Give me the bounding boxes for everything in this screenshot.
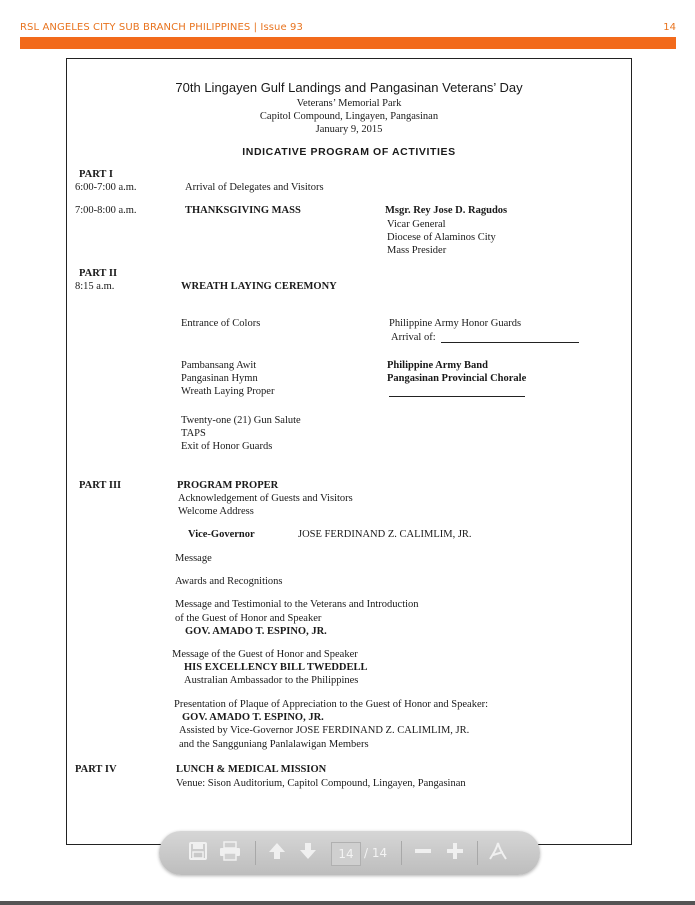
zoom-in-icon[interactable] — [443, 841, 467, 865]
part1-activity2: THANKSGIVING MASS — [185, 205, 301, 216]
wreath-laying-proper: Wreath Laying Proper — [181, 386, 275, 397]
toolbar-divider — [255, 841, 256, 865]
awards: Awards and Recognitions — [175, 576, 283, 587]
acknowledgement: Acknowledgement of Guests and Visitors — [178, 493, 353, 504]
doc-venue: Veterans’ Memorial Park — [296, 98, 402, 109]
print-icon[interactable] — [218, 841, 242, 865]
doc-heading: INDICATIVE PROGRAM OF ACTIVITIES — [242, 146, 456, 158]
arrival-of: Arrival of: — [391, 332, 436, 343]
save-icon[interactable] — [186, 841, 210, 865]
page-header — [20, 20, 676, 36]
part1-activity1: Arrival of Delegates and Visitors — [185, 182, 324, 193]
acrobat-icon[interactable] — [486, 841, 510, 865]
testimonial-line1: Message and Testimonial to the Veterans and Introduction — [175, 599, 419, 610]
page-number-input[interactable]: 14 — [331, 842, 361, 866]
vice-governor-label: Vice-Governor — [188, 529, 255, 540]
welcome-address: Welcome Address — [178, 506, 254, 517]
doc-date: January 9, 2015 — [315, 124, 383, 135]
gun-salute: Twenty-one (21) Gun Salute — [181, 415, 301, 426]
part2-activity1: WREATH LAYING CEREMONY — [181, 281, 337, 292]
doc-title: 70th Lingayen Gulf Landings and Pangasinan Veterans’ Day — [175, 80, 523, 95]
pambansang-awit: Pambansang Awit — [181, 360, 257, 371]
pdf-toolbar — [159, 831, 540, 875]
part1-time1: 6:00-7:00 a.m. — [75, 182, 137, 193]
ambassador-title: Australian Ambassador to the Philippines — [184, 675, 359, 686]
page-number: 14 — [663, 22, 676, 33]
page-total: / 14 — [364, 846, 388, 860]
arrival-blank-line — [441, 342, 579, 343]
mass-presider-name: Msgr. Rey Jose D. Ragudos — [385, 205, 508, 216]
wreath-blank-line — [389, 396, 525, 397]
part3-label: PART III — [79, 480, 122, 491]
governor-name-1: GOV. AMADO T. ESPINO, JR. — [185, 626, 327, 637]
part3-title: PROGRAM PROPER — [177, 480, 279, 491]
bottom-edge — [0, 901, 695, 905]
next-page-icon[interactable] — [296, 841, 320, 865]
guest-message: Message of the Guest of Honor and Speaker — [172, 649, 358, 660]
governor-name-2: GOV. AMADO T. ESPINO, JR. — [182, 712, 324, 723]
part4-title: LUNCH & MEDICAL MISSION — [176, 764, 327, 775]
assisted-by-line1: Assisted by Vice-Governor JOSE FERDINAND Z. CALIMLIM, JR. — [179, 725, 470, 736]
honor-guards: Philippine Army Honor Guards — [389, 318, 522, 329]
part2-time1: 8:15 a.m. — [75, 281, 115, 292]
program-sheet — [66, 58, 632, 845]
provincial-chorale: Pangasinan Provincial Chorale — [387, 373, 527, 384]
part2-label: PART II — [79, 268, 118, 279]
mass-presider-diocese: Diocese of Alaminos City — [387, 232, 496, 243]
part1-time2: 7:00-8:00 a.m. — [75, 205, 137, 216]
vice-governor-name: JOSE FERDINAND Z. CALIMLIM, JR. — [298, 529, 472, 540]
plaque-presentation: Presentation of Plaque of Appreciation to the Guest of Honor and Speaker: — [174, 699, 489, 710]
previous-page-icon[interactable] — [265, 841, 289, 865]
exit-of-honor-guards: Exit of Honor Guards — [181, 441, 273, 452]
mass-presider-title: Vicar General — [387, 219, 446, 230]
toolbar-divider — [477, 841, 478, 865]
pangasinan-hymn: Pangasinan Hymn — [181, 373, 258, 384]
header-bar — [20, 37, 676, 49]
part4-label: PART IV — [75, 764, 117, 775]
part1-label: PART I — [79, 169, 113, 180]
zoom-out-icon[interactable] — [411, 841, 435, 865]
assisted-by-line2: and the Sangguniang Panlalawigan Members — [179, 739, 369, 750]
army-band: Philippine Army Band — [387, 360, 488, 371]
taps: TAPS — [181, 428, 206, 439]
part4-venue: Venue: Sison Auditorium, Capitol Compound, Lingayen, Pangasinan — [176, 778, 466, 789]
publication-title: RSL ANGELES CITY SUB BRANCH PHILIPPINES | Issue 93 — [20, 22, 303, 33]
message: Message — [175, 553, 212, 564]
toolbar-divider — [401, 841, 402, 865]
entrance-of-colors: Entrance of Colors — [181, 318, 261, 329]
testimonial-line2: of the Guest of Honor and Speaker — [175, 613, 322, 624]
ambassador-name: HIS EXCELLENCY BILL TWEDDELL — [184, 662, 368, 673]
mass-presider-role: Mass Presider — [387, 245, 447, 256]
doc-address: Capitol Compound, Lingayen, Pangasinan — [259, 111, 439, 122]
